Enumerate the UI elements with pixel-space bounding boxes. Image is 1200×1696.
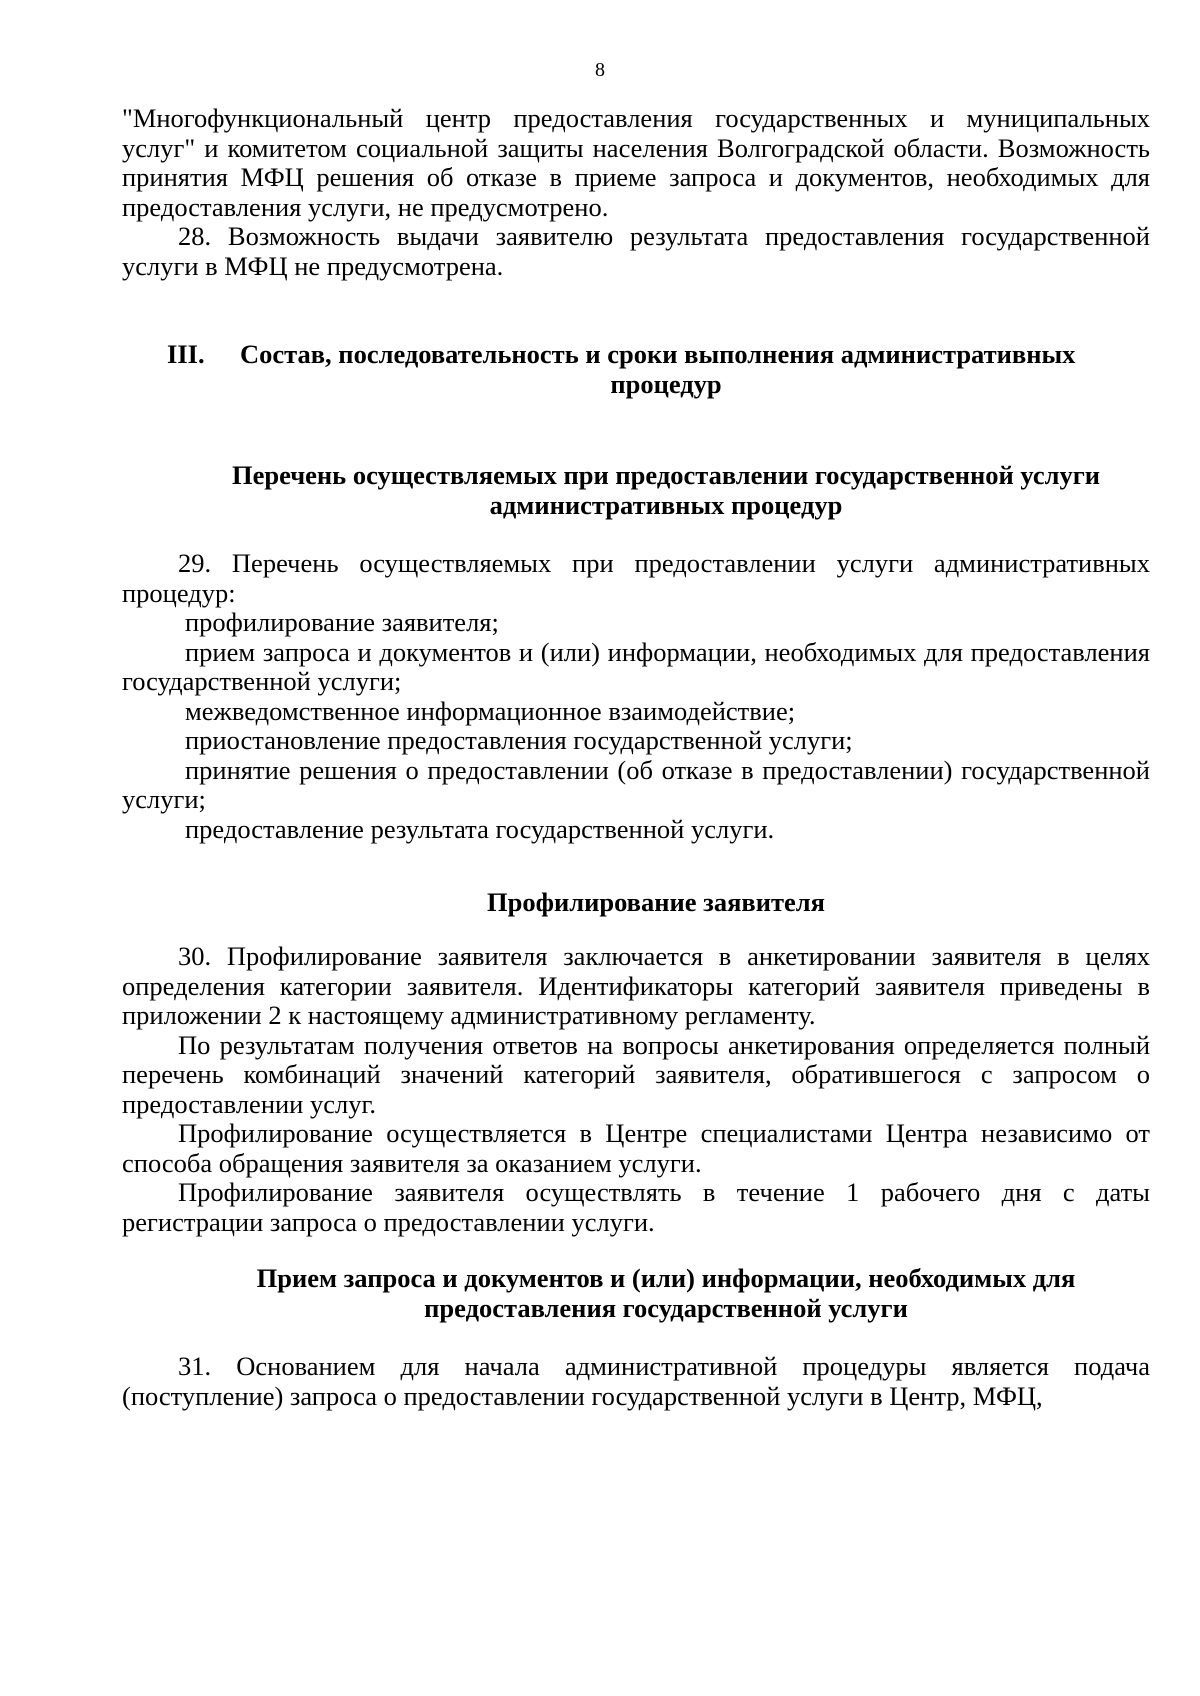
paragraph-31: 31. Основанием для начала административной процедуры является подача (поступление) запроса о предоставлении государственной услуги в Центр, МФЦ, [122, 1351, 1150, 1411]
item-31-block [122, 1352, 1150, 1411]
paragraph-28: 28. Возможность выдачи заявителю результата предоставления государственной услуги в МФЦ не предусмотрена. [122, 221, 1150, 281]
list-item: предоставление результата государственной услуги. [185, 813, 775, 844]
heading-reception-line1: Прием запроса и документов и (или) информации, необходимых для [256, 1263, 1076, 1293]
section-3-title-line1: Состав, последовательность и сроки выполнения административных [240, 339, 1076, 369]
paragraph-30-3: Профилирование осуществляется в Центре специалистами Центра независимо от способа обращения заявителя за оказанием услуги. [122, 1118, 1150, 1178]
heading-procedures-list: Перечень осуществляемых при предоставлении государственной услуги административных процедур [231, 460, 1101, 520]
heading-list-block [122, 461, 1150, 520]
heading-reception-line2: предоставления государственной услуги [424, 1292, 908, 1323]
paragraph-29: 29. Перечень осуществляемых при предоставлении услуги административных процедур: [122, 548, 1150, 608]
heading-profiling-block [122, 888, 1150, 918]
page-number: 8 [595, 59, 605, 81]
heading-profiling: Профилирование заявителя [487, 887, 825, 917]
section-3-title-row [122, 340, 1150, 370]
item-30-block [122, 942, 1150, 1237]
paragraph-30-4: Профилирование заявителя осуществлять в течение 1 рабочего дня с даты регистрации запроса о предоставлении услуги. [122, 1177, 1150, 1237]
heading-reception-block [122, 1264, 1150, 1323]
paragraph-30-2: По результатам получения ответов на вопросы анкетирования определяется полный перечень комбинаций значений категорий заявителя, обратившегося с запросом о предоставлении услуг. [122, 1029, 1150, 1119]
list-item: прием запроса и документов и (или) информации, необходимых для предоставления государственной услуги; [122, 636, 1150, 696]
list-item: профилирование заявителя; [185, 607, 499, 637]
paragraph-30: 30. Профилирование заявителя заключается в анкетировании заявителя в целях определения категории заявителя. Идентификаторы категорий заявителя приведены в приложении 2 к настоящему административному регламенту. [122, 941, 1150, 1030]
continuation-paragraph: "Многофункциональный центр предоставления государственных и муниципальных услуг" и комитетом социальной защиты населения Волгоградской области. Возможность принятия МФЦ решения об отказе в приеме запроса и документов, необходимых для предоставления услуги, не предусмотрено. [122, 103, 1150, 222]
item-29-block [122, 549, 1150, 844]
section-3-number: III. [167, 339, 205, 369]
section-3-title-line2: процедур [610, 368, 722, 399]
intro-block [122, 104, 1150, 281]
list-item: межведомственное информационное взаимодействие; [185, 695, 796, 726]
list-item: приостановление предоставления государственной услуги; [185, 725, 853, 755]
section-3-heading [122, 340, 1150, 399]
list-item: принятие решения о предоставлении (об отказе в предоставлении) государственной услуги; [122, 754, 1150, 814]
